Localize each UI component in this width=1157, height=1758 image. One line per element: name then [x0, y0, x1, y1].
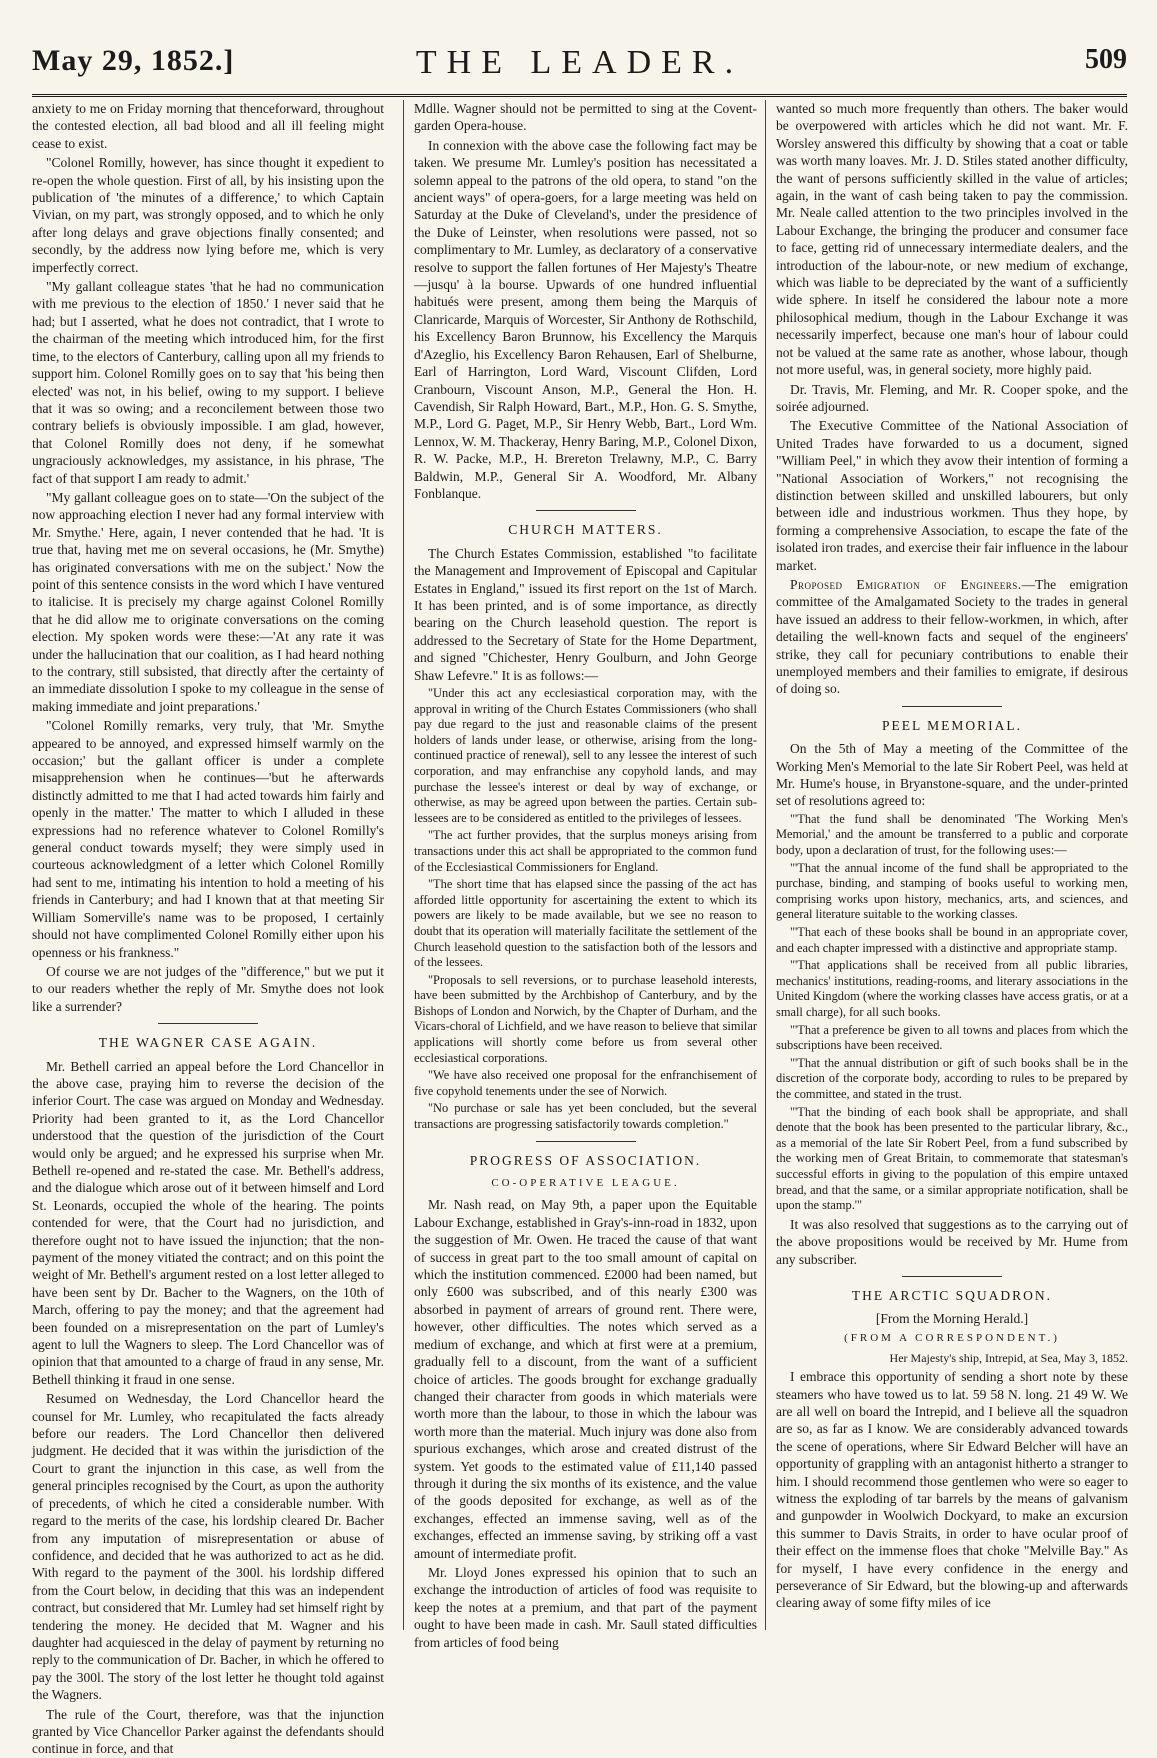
paragraph-body: —The emigration committee of the Amalgamated Society to the trades in general have issued an address to their fellow-workmen, in which, after detailing the well-known facts and sequel of the engineers' strike, they call for pecuniary contributions to enable their unemployed members and their families to emigrate, if desirous of doing so. [776, 576, 1128, 697]
paragraph: The rule of the Court, therefore, was that the injunction granted by Vice Chancellor Parker against the defendants should continue in force, and that [32, 1706, 384, 1757]
paragraph: Of course we are not judges of the "difference," but we put it to our readers whether the reply of Mr. Smythe does not look like a surrender? [32, 963, 384, 1014]
dateline: Her Majesty's ship, Intrepid, at Sea, May 3, 1852. [889, 1351, 1128, 1366]
masthead [32, 44, 1127, 97]
divider [902, 1276, 1002, 1277]
source-line: [From the Morning Herald.] [875, 1311, 1029, 1327]
quoted-paragraph: "'That the binding of each book shall be appropriate, and shall denote that the book has been presented to the particular library, &c., as a memorial of the late Sir Robert Peel, from a fund subscribed by the working men of Great Britain, to commemorate that statesman's successful efforts in giving to the population of this empire untaxed bread, and that the same, or a similar appropriate notification, shall be upon the stamp.'" [776, 1104, 1128, 1213]
quoted-paragraph: "'That each of these books shall be bound in an appropriate cover, and each chapter impressed with a distinctive and appropriate stamp. [776, 925, 1128, 955]
divider [158, 1023, 258, 1024]
article-heading: PROGRESS OF ASSOCIATION. [469, 1152, 702, 1168]
column-1 [32, 100, 384, 1757]
page-number: 509 [1085, 44, 1127, 75]
paragraph [776, 576, 1128, 698]
quoted-paragraph: "The act further provides, that the surplus moneys arising from transactions under this act shall be appropriated to the common fund of the Ecclesiastical Commissioners for England. [414, 828, 757, 874]
paragraph: On the 5th of May a meeting of the Committee of the Working Men's Memorial to the late Sir Robert Peel, was held at Mr. Hume's house, in Bryanstone-square, and the under-printed set of resolutions agreed to: [776, 741, 1128, 809]
paragraph: anxiety to me on Friday morning that thenceforward, throughout the contested election, all bad blood and all ill feeling might cease to exist. [32, 101, 384, 151]
quoted-paragraph: "Proposals to sell reversions, or to purchase leasehold interests, have been submitted by the Archbishop of Canterbury, and by the Bishops of London and Norwich, by the Chapter of Durham, and the Vicars-choral of Lichfield, and we have reason to believe that similar applications will shortly come before us from several other ecclesiastical corporations. [414, 972, 757, 1065]
divider [536, 510, 636, 511]
paragraph: Dr. Travis, Mr. Fleming, and Mr. R. Cooper spoke, and the soirée adjourned. [776, 381, 1128, 414]
paragraph: It was also resolved that suggestions as to the carrying out of the above propositions would be received by Mr. Hume from any subscriber. [776, 1216, 1128, 1267]
issue-date: May 29, 1852.] [32, 44, 235, 77]
byline: (FROM A CORRESPONDENT.) [844, 1331, 1060, 1344]
paragraph: Mdlle. Wagner should not be permitted to sing at the Covent-garden Opera-house. [414, 101, 757, 134]
article-heading: THE ARCTIC SQUADRON. [851, 1287, 1053, 1303]
paragraph: Mr. Bethell carried an appeal before the Lord Chancellor in the above case, praying him to reverse the decision of the inferior Court. The case was argued on Monday and Wednesday. Priority had been granted to it, as the Lord Chancellor understood that the question of the jurisdiction of the Court would only be argued; and he expressed his surprise when Mr. Bethell re-opened and re-stated the case. Mr. Bethell's address, and the dialogue which arose out of it between himself and Lord St. Leonards, occupied the whole of the hearing. The points contended for were, that the Court had no jurisdiction, and therefore ought not to have issued the injunction; that the non-payment of the money vitiated the contract; and on this point the weight of Mr. Bethell's argument rested on a lost letter alleged to have been sent by Dr. Bacher to the Wagners, on the 10th of March, offering to pay the money; and that the agreement had been founded on a misrepresentation on the part of Lumley's agent to lull the Wagners to sleep. The Lord Chancellor was of opinion that that amounted to a charge of fraud in any sense, Mr. Bethell thinking it fraud in one sense. [32, 1058, 384, 1387]
article-heading: THE WAGNER CASE AGAIN. [98, 1035, 318, 1051]
paragraph: In connexion with the above case the following fact may be taken. We presume Mr. Lumley's position has necessitated a solemn appeal to the patrons of the old opera, to stand "on the ancient ways" of opera-goers, for a large meeting was held on Saturday at the Duke of Cleveland's, under the presidence of the Duke of Leinster, when resolutions were passed, not so complimentary to Mr. Lumley, as declaratory of a conservative resolve to support the fallen fortunes of Her Majesty's Theatre—jusqu' à la bourse. Upwards of one hundred influential habitués were present, among them being the Marquis of Clanricarde, Marquis of Worcester, Sir Anthony de Rothschild, his Excellency Baron Brunnow, his Excellency the Marquis d'Azeglio, his Excellency Baron Rehausen, Earl of Shelburne, Earl of Harrington, Lord Ward, Viscount Clifden, Lord Cranbourn, Viscount Anson, M.P., General the Hon. H. Cavendish, Sir Ralph Howard, Bart., M.P., Hon. G. S. Smythe, M.P., Lord G. Paget, M.P., Sir Henry Webb, Bart., Lord Wm. Lennox, W. M. Thackeray, Henry Baring, M.P., Colonel Dixon, R. W. Packe, M.P., H. Brereton Trelawny, M.P., C. Barry Baldwin, M.P., General Sir A. Woodford, Mr. Albany Fonblanque. [414, 137, 757, 501]
article-heading: PEEL MEMORIAL. [882, 717, 1022, 733]
article-heading: CHURCH MATTERS. [508, 522, 663, 538]
paragraph: "Colonel Romilly remarks, very truly, that 'Mr. Smythe appeared to be annoyed, and expressed himself warmly on the occasion;' but the gallant officer is under a complete misapprehension when he continues—'but he afterwards distinctly admitted to me that I had acted towards him fairly and openly in the matter.' The matter to which I alluded in these expressions had no reference whatever to Colonel Romilly's general conduct towards myself; they were simply used in courteous acknowledgment of a letter which Colonel Romilly had sent to me, intimating his intention to hold a meeting of his friends in Canterbury; and had I known that at that meeting Sir William Somerville's name was to be proposed, I certainly should not have complimented Colonel Romilly either upon his openness or his frankness." [32, 718, 384, 960]
paragraph: "My gallant colleague states 'that he had no communication with me previous to the election of 1850.' I never said that he had; but I asserted, what he does not contradict, that I wrote to the chairman of the meeting which introduced him, for the first time, to the electors of Canterbury, calling upon all my friends to support him. Colonel Romilly goes on to say that 'his being then elected' was not, in his belief, owing to my support. I believe that it was so owing; and a reconcilement between those two contrary beliefs is obviously impossible. I am glad, however, that Colonel Romilly does not deny, if he somewhat ungraciously acknowledges, my assistance, in his phrase, 'The fact of that support I am ready to admit.' [32, 279, 384, 486]
quoted-paragraph: "No purchase or sale has yet been concluded, but the several transactions are progressing satisfactorily towards completion." [414, 1101, 757, 1132]
divider [902, 706, 1002, 707]
paragraph: The Church Estates Commission, established "to facilitate the Management and Improvement of Episcopal and Capitular Estates in England," issued its first report on the 1st of March. It has been printed, and is of some importance, as directly bearing on the Church leasehold question. The report is addressed to the Secretary of State for the Home Department, and signed "Chichester, Henry Goulburn, and John George Shaw Lefevre." It is as follows:— [414, 545, 757, 683]
paragraph-lead: Proposed Emigration of Engineers. [790, 576, 1022, 592]
paragraph: wanted so much more frequently than others. The baker would be overpowered with articles which he did not want. Mr. F. Worsley answered this difficulty by showing that a coat or table was worth many loaves. Mr. J. D. Stiles stated another difficulty, the want of persons sufficiently skilled in the value of articles; again, in the want of cash being taken to pay the commission. Mr. Neale called attention to the two principles involved in the Labour Exchange, the bringing the producer and consumer face to face, getting rid of unnecessary intermediate dealers, and the introduction of the labour-note, or new medium of exchange, which was liable to be depreciated by the want of a sufficiently wide sphere. In itself he considered the labour note a more philosophical medium, though in the Labour Exchange it was necessarily imperfect, because one man's hour of labour could not be valued at the same rate as another, whose labour, though not more useful, was, in general society, more highly paid. [776, 101, 1128, 378]
newspaper-title: THE LEADER. [415, 44, 744, 81]
paragraph: "My gallant colleague goes on to state—'On the subject of the now approaching election I never had any formal interview with Mr. Smythe.' Here, again, I never contended that he had. 'It is true that, having met me on several occasions, he (Mr. Smythe) has originated conversations with me on the subject.' Now the point of this sentence consists in the word which I have ventured to italicise. It is precisely my charge against Colonel Romilly that he did allow me to originate conversations on the coming election. My spoken words were these:—'At any rate it was under the hallucination that our coalition, as I had heard nothing to the contrary, still subsisted, that directly after the certainty of an immediate dissolution I spoke to my colleague in the sense of making immediate and joint preparations.' [32, 489, 384, 714]
paragraph: Mr. Nash read, on May 9th, a paper upon the Equitable Labour Exchange, established in Gray's-inn-road in 1832, upon the suggestion of Mr. Owen. He traced the cause of that want of success in great part to the too small amount of capital on which the institution commenced. £2000 had been named, but only £600 was subscribed, and of this nearly £300 was absorbed in payment of arrears of ground rent. There were, however, other difficulties. The notes which served as a medium of exchange, and which at first were at a premium, gradually fell to a discount, from the want of a sufficient choice of articles. The goods brought for exchange gradually changed their character from goods in which materials were worth more than the labour, to those in which the labour was worth more than the material. Much injury was done also from spurious exchanges, which arose and created distrust of the system. Yet goods to the estimated value of £11,140 passed through it during the six months of its existence, and the value of the goods deposited for exchange, as well as of the exchanges, effected an immense saving, well as of the exchanges, effected an immense saving, by striking off a vast amount of intermediate profit. [414, 1197, 757, 1561]
paragraph: "Colonel Romilly, however, has since thought it expedient to re-open the whole question. First of all, by his insisting upon the publication of 'the minutes of a difference,' to which Captain Vivian, on my part, was strongly opposed, and to which he only after long delays and grave objections finally consented; and secondly, by the address now lying before me, which is very imperfectly correct. [32, 155, 384, 275]
column-2 [403, 100, 757, 1650]
article-subheading: CO-OPERATIVE LEAGUE. [491, 1177, 680, 1190]
paragraph: I embrace this opportunity of sending a short note by these steamers who have towed us to lat. 59 58 N. long. 21 49 W. We are all well on board the Intrepid, and I believe all the squadron are so, as far as I know. We are considerably advanced towards the scene of operations, where Sir Edward Belcher will have an opportunity of grappling with an antagonist hitherto a stranger to him. I should recommend those gentlemen who were so eager to witness the exploding of tar barrels by the means of galvanism and gunpowder in Woolwich Dockyard, to make an excursion this summer to Davis Straits, in order to have ocular proof of their effect on the immense floes that choke "Melville Bay." As for myself, I have every confidence in the energy and perseverance of Sir Edward, but the blowing-up and afterwards clearing away of some fifty miles of ice [776, 1369, 1128, 1611]
column-3 [765, 100, 1128, 1630]
quoted-paragraph: "The short time that has elapsed since the passing of the act has afforded little opportunity for ascertaining the extent to which its powers are likely to be made available, but we see no reason to doubt that its operation will materially facilitate the settlement of the Church leasehold question to the satisfaction both of the lessors and of the lessees. [414, 877, 757, 970]
quoted-paragraph: "'That the annual income of the fund shall be appropriated to the purchase, binding, and stamping of books useful to working men, comprising works upon history, mechanics, arts, and sciences, and general literature suitable to the working classes. [776, 860, 1128, 922]
paragraph: Resumed on Wednesday, the Lord Chancellor heard the counsel for Mr. Lumley, who recapitulated the facts already before our readers. The Lord Chancellor then delivered judgment. He decided that it was within the jurisdiction of the Court to grant the injunction in this case, as well from the general principles recognised by the Court, as upon the authority of precedents, of which he cited a considerable number. With regard to the merits of the case, his lordship cleared Dr. Bacher from any imputation of misrepresentation or abuse of confidence, and decided that he was authorized to act as he did. With regard to the payment of the 300l. his lordship differed from the Court below, in deciding that this was an independent contract, but considered that Mr. Lumley had set himself right by tendering the money. He decided that M. Wagner and his daughter had acquiesced in the delay of payment by returning no reply to the communication of Dr. Bacher, in which he offered to pay the 300l. The story of the lost letter he thought told against the Wagners. [32, 1391, 384, 1703]
paragraph: The Executive Committee of the National Association of United Trades have forwarded to us a document, signed "William Peel," in which they avow their intention of forming a "National Association of Workers," not recognising the distinction between skilled and unskilled labourers, but only between idle and industrious workmen. Thus they hope, by forming a comprehensive Association, to escape the fate of the isolated iron trades, and exercise their fair influence in the labour market. [776, 418, 1128, 573]
quoted-paragraph: "'That applications shall be received from all public libraries, mechanics' institutions, reading-rooms, and literary associations in the United Kingdom (where the working classes have access gratis, or at a small charge), for all such books. [776, 958, 1128, 1019]
quoted-paragraph: "'That a preference be given to all towns and places from which the subscriptions have been received. [776, 1022, 1128, 1053]
divider [536, 1141, 636, 1142]
quoted-paragraph: "Under this act any ecclesiastical corporation may, with the approval in writing of the Church Estates Commissioners (who shall pay due regard to the just and reasonable claims of the present holders of lands under lease, or otherwise, arising from the long-continued practice of renewal), sell to any lessee the interest of such corporation, and may enfranchise any copyhold lands, and may purchase the lessee's interest or deal by way of exchange, or otherwise, as may be agreed upon between the parties. Certain sub-lessees are to be considered as entitled to the privileges of lessees. [414, 686, 757, 825]
quoted-paragraph: "'That the annual distribution or gift of such books shall be in the discretion of the corporate body, according to rules to be prepared by the committee, and stated in the trust. [776, 1055, 1128, 1101]
paragraph: Mr. Lloyd Jones expressed his opinion that to such an exchange the introduction of articles of food was requisite to keep the notes at a premium, and that part of the payment ought to have been made in cash. Mr. Saull stated difficulties from articles of food being [414, 1564, 757, 1650]
quoted-paragraph: "We have also received one proposal for the enfranchisement of five copyhold tenements under the see of Norwich. [414, 1068, 757, 1098]
quoted-paragraph: "'That the fund shall be denominated 'The Working Men's Memorial,' and the amount be transferred to a public and corporate body, upon a declaration of trust, for the following uses:— [776, 811, 1128, 858]
